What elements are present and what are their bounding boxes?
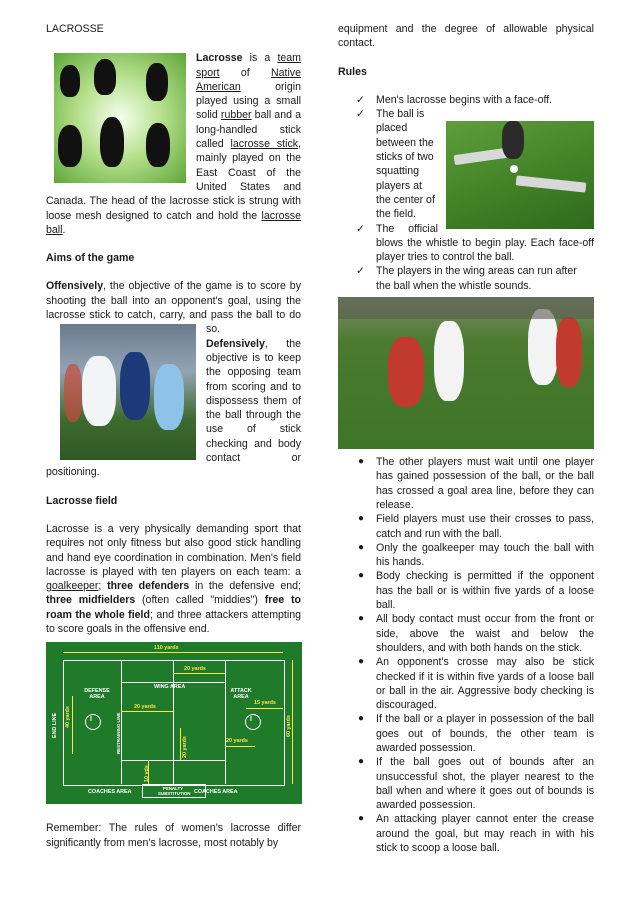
bullet-icon: ● <box>358 570 365 582</box>
list-item: ● Field players must use their crosses to pass, catch and run with the ball. <box>358 513 594 540</box>
bullet-icon: ● <box>358 513 365 525</box>
aims-heading: Aims of the game <box>46 252 135 265</box>
lacrosse-game-photo <box>60 324 196 460</box>
list-item: ● An attacking player cannot enter the crease around the goal, but may reach in with his stick to scoop a loose ball. <box>358 813 594 855</box>
defensive-label: Defensively <box>206 337 265 350</box>
list-item: ● Body checking is permitted if the opponent has the ball or is within five yards of a loose ball. <box>358 570 594 612</box>
left-column <box>46 22 301 850</box>
lacrosse-silhouettes-image <box>54 53 186 183</box>
lacrosse-match-photo <box>338 297 594 449</box>
bullet-icon: ● <box>358 656 365 668</box>
link-team-sport[interactable]: team sport <box>196 52 301 79</box>
offensive-label: Offensively <box>46 280 104 293</box>
check-icon: ✓ <box>356 93 365 106</box>
bullet-icon: ● <box>358 613 365 625</box>
link-rubber[interactable]: rubber <box>220 109 252 122</box>
intro-paragraph: Lacrosse is a team sport of Native American origin played using a small solid rubber ball and a long-handled stick called lacrosse stick, mainly played on the East Coast of the United States and Canada. The head of the lacrosse stick is strung with loose mesh designed to catch and hold the lacrosse ball. <box>46 52 301 236</box>
bullet-icon: ● <box>358 813 365 825</box>
list-item: ● The other players must wait until one player has gained possession of the ball, or the ball has crossed a goal area line, before they can release. <box>358 456 594 511</box>
face-off-photo <box>446 121 594 229</box>
list-item: ✓ The players in the wing areas can run after the ball when the whistle sounds. <box>356 265 577 292</box>
field-paragraph: Lacrosse is a very physically demanding sport that requires not only fitness but also good stick handling and hand eye coordination in combination. Men's field lacrosse is played with ten players on each team: a goalkeeper; three defenders in the defensive end; three midfielders (often called "middies") free to roam the whole field; and three attackers attempting to score goals in the offensive end. <box>46 522 301 635</box>
lacrosse-field-diagram: 110 yards 20 yards WING AREA DEFENSE AREA ATTACK AREA 15 yards 20 yards 40 yards 60 yards 20 yards 20 yards 10 yds END LINE RESTRAINING LINE COACHES AREA PENALTY SUBSTITUTION COACHES AREA I I <box>46 642 302 804</box>
bullet-icon: ● <box>358 541 365 553</box>
list-item: ✓ Men's lacrosse begins with a face-off. <box>356 93 553 106</box>
list-item: ✓ The ball is placed between the sticks of two squatting players at the center of the field. <box>338 107 594 221</box>
bullet-icon: ● <box>358 713 365 725</box>
link-lacrosse-ball[interactable]: lacrosse ball <box>46 209 301 236</box>
check-icon: ✓ <box>356 222 365 235</box>
bullet-rules-list <box>338 455 594 855</box>
link-goalkeeper[interactable]: goalkeeper <box>46 580 99 593</box>
list-item: ● All body contact must occur from the front or side, above the waist and below the shoulders, and with both hands on the stick. <box>358 613 594 654</box>
link-native-american[interactable]: Native American <box>196 66 301 93</box>
continuation-text: equipment and the degree of allowable physical contact. <box>338 23 594 50</box>
field-heading: Lacrosse field <box>46 494 118 507</box>
list-item: ● An opponent's crosse may also be stick checked if it is within five yards of a loose ball or ball in the air. Aggressive body checking is discouraged. <box>358 656 594 712</box>
list-item: ● If the ball goes out of bounds after an unsuccessful shot, the player nearest to the ball when and where it goes out of bounds is awarded possession. <box>358 756 594 812</box>
check-icon: ✓ <box>356 108 365 121</box>
bullet-icon: ● <box>358 756 365 768</box>
link-lacrosse-stick[interactable]: lacrosse stick <box>230 138 299 151</box>
remember-paragraph: Remember: The rules of women's lacrosse differ significantly from men's lacrosse, most notably by <box>46 822 301 849</box>
right-column <box>338 22 594 855</box>
check-rules-list <box>338 93 594 293</box>
list-item: ✓ The official blows the whistle to begin play. Each face-off player tries to control the ball. <box>356 222 594 264</box>
bullet-icon: ● <box>358 456 365 468</box>
list-item: ● If the ball or a player in possession of the ball goes out of bounds, the other team is awarded possession. <box>358 713 594 754</box>
check-icon: ✓ <box>356 265 365 278</box>
aims-paragraph: Offensively, the objective of the game is to score by shooting the ball into an opponent's goal, using the lacrosse stick to catch, carry, and pass the ball to do so. Defensively, the objective is to keep the opposing team from scoring and to dispossess them of the ball through the use of stick checking and body contact or positioning. <box>46 280 301 479</box>
document-title: LACROSSE <box>46 23 104 35</box>
intro-lead: Lacrosse <box>196 52 243 65</box>
rules-heading: Rules <box>338 65 367 78</box>
list-item: ● Only the goalkeeper may touch the ball with his hands. <box>358 541 594 569</box>
